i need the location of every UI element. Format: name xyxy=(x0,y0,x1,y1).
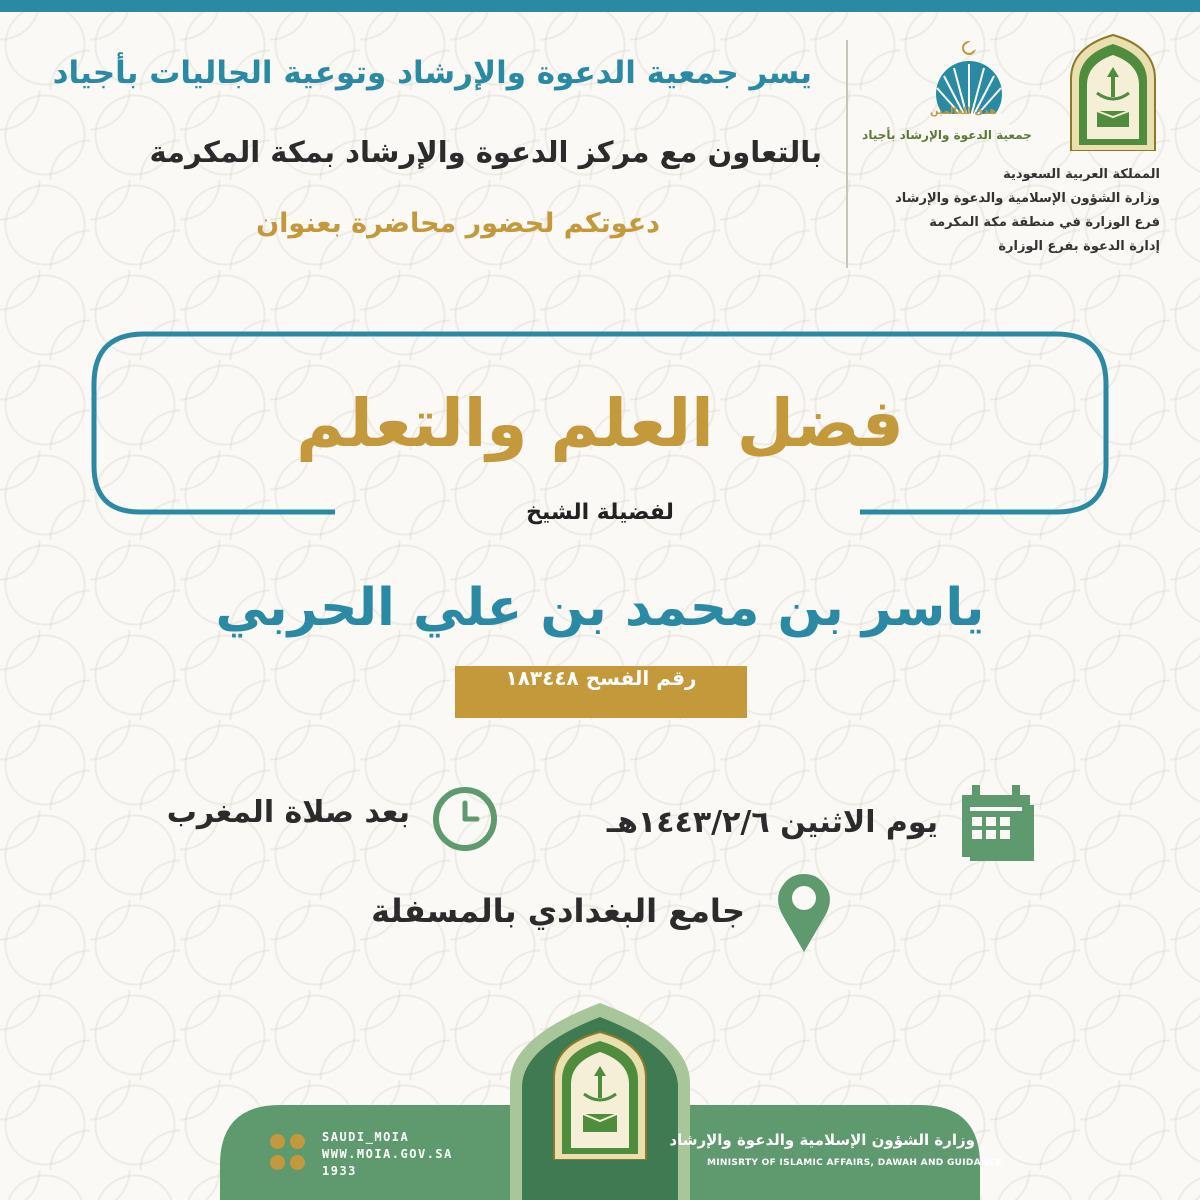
footer-ministry-english: MINISRTY OF ISLAMIC AFFAIRS, DAWAH AND GUIDANCE xyxy=(707,1158,1003,1168)
facebook-icon[interactable] xyxy=(270,1155,285,1170)
org-line: المملكة العربية السعودية xyxy=(1003,167,1160,182)
org-line: وزارة الشؤون الإسلامية والدعوة والإرشاد xyxy=(895,191,1160,206)
website-link[interactable]: WWW.MOIA.GOV.SA xyxy=(322,1147,453,1161)
header-line-3: دعوتكم لحضور محاضرة بعنوان xyxy=(256,208,660,239)
instagram-icon[interactable] xyxy=(290,1134,305,1149)
org-line: فرع الوزارة في منطقة مكة المكرمة xyxy=(929,215,1160,230)
event-date: يوم الاثنين ١٤٤٣/٢/٦هـ xyxy=(606,805,938,840)
sheikh-label: لفضيلة الشيخ xyxy=(526,500,674,525)
top-accent-bar xyxy=(0,0,1200,12)
ministry-emblem-logo xyxy=(1063,33,1163,151)
footer-ministry-arabic: وزارة الشؤون الإسلامية والدعوة والإرشاد xyxy=(669,1131,975,1149)
lecture-title: فضل العلم والتعلم xyxy=(296,385,904,462)
phone-icon[interactable] xyxy=(290,1155,305,1170)
social-handle[interactable]: SAUDI_MOIA xyxy=(322,1130,410,1144)
footer-ministry-emblem xyxy=(548,1030,652,1160)
org-line: إدارة الدعوة بفرع الوزارة xyxy=(998,239,1160,254)
calendar-icon xyxy=(960,785,1042,861)
header-line-2: بالتعاون مع مركز الدعوة والإرشاد بمكة المكرمة xyxy=(149,135,822,169)
phone-number[interactable]: 1933 xyxy=(322,1164,357,1178)
association-tagline: هدى للعالمين xyxy=(930,106,997,117)
organization-lines xyxy=(820,163,1160,259)
speaker-name: ياسر بن محمد بن علي الحربي xyxy=(215,578,985,638)
license-number: رقم الفسح ١٨٣٤٤٨ xyxy=(505,666,697,690)
association-name: جمعية الدعوة والإرشاد بأجياد xyxy=(862,128,1032,142)
header-line-1: يسر جمعية الدعوة والإرشاد وتوعية الجاليات بأجياد xyxy=(52,55,812,91)
location-pin-icon xyxy=(775,872,833,954)
event-time: بعد صلاة المغرب xyxy=(166,795,410,830)
twitter-icon[interactable] xyxy=(270,1134,285,1149)
event-place: جامع البغدادي بالمسفلة xyxy=(371,892,745,930)
clock-icon xyxy=(431,785,499,853)
